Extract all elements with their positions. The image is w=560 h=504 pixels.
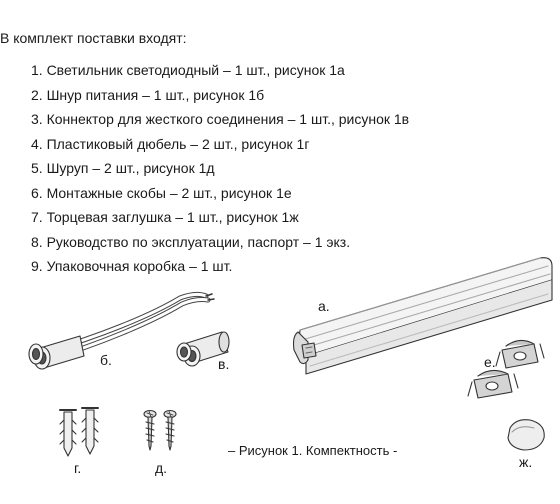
- label-a: а.: [318, 298, 330, 314]
- intro-text: В комплект поставки входят:: [0, 30, 187, 46]
- list-item: 5. Шуруп – 2 шт., рисунок 1д: [31, 160, 215, 176]
- label-g: г.: [74, 460, 82, 476]
- label-zh: ж.: [519, 454, 533, 470]
- end-cap-drawing: [508, 420, 544, 450]
- list-item: 8. Руководство по эксплуатации, паспорт – 1 экз.: [31, 233, 351, 250]
- label-e: е.: [484, 354, 496, 370]
- plastic-dowels-drawing: [60, 408, 98, 456]
- list-item: 9. Упаковочная коробка – 1 шт.: [31, 258, 233, 274]
- figure-caption: – Рисунок 1. Компектность -: [228, 443, 398, 458]
- list-item: 4. Пластиковый дюбель – 2 шт., рисунок 1г: [31, 135, 310, 152]
- screws-drawing: [144, 411, 176, 451]
- label-b: б.: [100, 352, 112, 368]
- list-item: 1. Светильник светодиодный – 1 шт., рисунок 1а: [31, 62, 345, 78]
- label-d: д.: [155, 460, 168, 476]
- list-item: 6. Монтажные скобы – 2 шт., рисунок 1е: [31, 184, 292, 201]
- list-item: 7. Торцевая заглушка – 1 шт., рисунок 1ж: [31, 209, 299, 225]
- mounting-brackets-drawing: [468, 340, 544, 398]
- list-item: 2. Шнур питания – 1 шт., рисунок 1б: [31, 86, 265, 103]
- list-item: 3. Коннектор для жесткого соединения – 1 шт., рисунок 1в: [31, 111, 410, 127]
- label-v: в.: [218, 356, 230, 372]
